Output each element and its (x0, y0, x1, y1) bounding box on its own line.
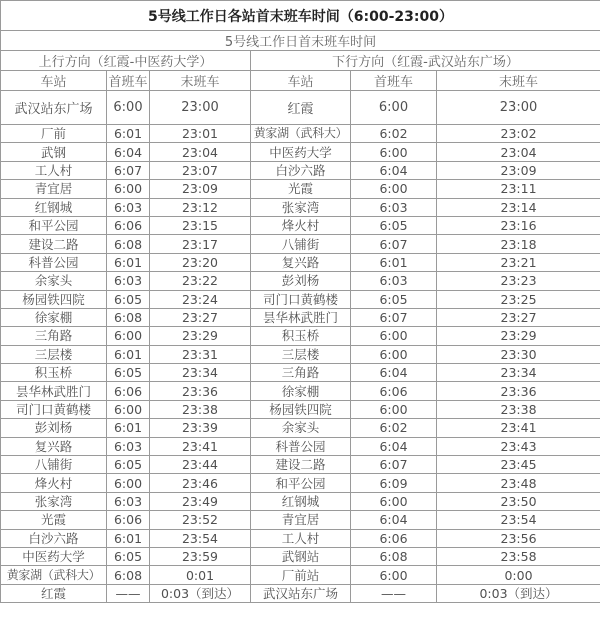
down-last-train-cell: 23:34 (437, 364, 600, 382)
down-station-cell: 和平公园 (251, 474, 351, 492)
down-first-train-cell: 6:07 (351, 456, 437, 474)
down-last-train-cell: 23:56 (437, 529, 600, 547)
table-row (1, 327, 600, 345)
down-station-cell: 武汉站东广场 (251, 584, 351, 602)
down-last-train-cell: 23:18 (437, 235, 600, 253)
down-last-train-cell: 23:38 (437, 400, 600, 418)
table-row (1, 529, 600, 547)
up-first-train-cell: 6:01 (107, 529, 150, 547)
up-first-train-cell: 6:00 (107, 400, 150, 418)
down-last-train-cell: 23:25 (437, 290, 600, 308)
down-station-cell: 复兴路 (251, 253, 351, 271)
up-first-train-cell: 6:08 (107, 566, 150, 584)
down-last-train-cell: 23:30 (437, 345, 600, 363)
up-last-train-cell: 23:22 (150, 272, 251, 290)
table-row (1, 253, 600, 271)
down-last-train-cell: 23:11 (437, 180, 600, 198)
table-row (1, 125, 600, 143)
down-last-train-cell: 0:00 (437, 566, 600, 584)
down-last-train-cell: 23:43 (437, 437, 600, 455)
down-first-train-cell: 6:00 (351, 91, 437, 125)
up-station-cell: 白沙六路 (1, 529, 107, 547)
up-station-cell: 红钢城 (1, 198, 107, 216)
up-first-train-cell: 6:08 (107, 235, 150, 253)
down-station-cell: 昙华林武胜门 (251, 308, 351, 326)
up-station-cell: 烽火村 (1, 474, 107, 492)
up-last-train-cell: 23:49 (150, 492, 251, 510)
down-first-train-cell: 6:07 (351, 235, 437, 253)
down-station-cell: 红霞 (251, 91, 351, 125)
down-last-train-cell: 0:03（到达） (437, 584, 600, 602)
table-row (1, 235, 600, 253)
down-direction-label: 下行方向（红霞-武汉站东广场） (251, 51, 600, 71)
down-first-train-cell: 6:05 (351, 216, 437, 234)
up-station-cell: 余家头 (1, 272, 107, 290)
table-row (1, 290, 600, 308)
up-first-train-cell: 6:05 (107, 547, 150, 565)
down-first-train-cell: 6:04 (351, 511, 437, 529)
table-row (1, 216, 600, 234)
up-first-train-cell: 6:01 (107, 125, 150, 143)
down-first-train-cell: 6:08 (351, 547, 437, 565)
down-station-cell: 武钢站 (251, 547, 351, 565)
down-header-station: 车站 (251, 71, 351, 91)
up-first-train-cell: 6:00 (107, 327, 150, 345)
up-first-train-cell: 6:06 (107, 511, 150, 529)
up-last-train-cell: 0:01 (150, 566, 251, 584)
table-row (1, 584, 600, 602)
down-first-train-cell: 6:04 (351, 364, 437, 382)
table-row (1, 364, 600, 382)
down-station-cell: 工人村 (251, 529, 351, 547)
table-row (1, 437, 600, 455)
down-header-first-train: 首班车 (351, 71, 437, 91)
up-last-train-cell: 23:07 (150, 161, 251, 179)
down-station-cell: 黄家湖（武科大） (251, 125, 351, 143)
up-first-train-cell: 6:05 (107, 290, 150, 308)
up-first-train-cell: 6:06 (107, 382, 150, 400)
up-last-train-cell: 23:00 (150, 91, 251, 125)
down-last-train-cell: 23:54 (437, 511, 600, 529)
up-station-cell: 红霞 (1, 584, 107, 602)
down-first-train-cell: 6:01 (351, 253, 437, 271)
up-station-cell: 三层楼 (1, 345, 107, 363)
up-first-train-cell: 6:05 (107, 456, 150, 474)
down-station-cell: 积玉桥 (251, 327, 351, 345)
up-station-cell: 复兴路 (1, 437, 107, 455)
down-first-train-cell: 6:09 (351, 474, 437, 492)
down-station-cell: 红钢城 (251, 492, 351, 510)
up-first-train-cell: 6:01 (107, 345, 150, 363)
down-first-train-cell: 6:02 (351, 125, 437, 143)
up-first-train-cell: 6:07 (107, 161, 150, 179)
down-last-train-cell: 23:14 (437, 198, 600, 216)
down-station-cell: 中医药大学 (251, 143, 351, 161)
up-station-cell: 司门口黄鹤楼 (1, 400, 107, 418)
down-last-train-cell: 23:41 (437, 419, 600, 437)
table-row (1, 91, 600, 125)
down-first-train-cell: 6:00 (351, 400, 437, 418)
down-last-train-cell: 23:50 (437, 492, 600, 510)
down-last-train-cell: 23:16 (437, 216, 600, 234)
up-header-station: 车站 (1, 71, 107, 91)
down-station-cell: 厂前站 (251, 566, 351, 584)
up-last-train-cell: 23:04 (150, 143, 251, 161)
up-station-cell: 中医药大学 (1, 547, 107, 565)
down-station-cell: 彭刘杨 (251, 272, 351, 290)
up-last-train-cell: 23:12 (150, 198, 251, 216)
up-station-cell: 昙华林武胜门 (1, 382, 107, 400)
down-first-train-cell: 6:06 (351, 529, 437, 547)
up-station-cell: 彭刘杨 (1, 419, 107, 437)
up-station-cell: 光霞 (1, 511, 107, 529)
table-row (1, 492, 600, 510)
table-row (1, 474, 600, 492)
up-last-train-cell: 23:01 (150, 125, 251, 143)
up-last-train-cell: 23:39 (150, 419, 251, 437)
table-row (1, 198, 600, 216)
down-first-train-cell: 6:00 (351, 566, 437, 584)
down-station-cell: 三层楼 (251, 345, 351, 363)
table-row (1, 161, 600, 179)
up-last-train-cell: 23:38 (150, 400, 251, 418)
up-first-train-cell: 6:06 (107, 216, 150, 234)
up-last-train-cell: 0:03（到达） (150, 584, 251, 602)
up-station-cell: 科普公园 (1, 253, 107, 271)
up-station-cell: 青宜居 (1, 180, 107, 198)
down-first-train-cell: 6:03 (351, 272, 437, 290)
down-last-train-cell: 23:58 (437, 547, 600, 565)
up-last-train-cell: 23:24 (150, 290, 251, 308)
down-last-train-cell: 23:48 (437, 474, 600, 492)
up-station-cell: 黄家湖（武科大） (1, 566, 107, 584)
table-row (1, 566, 600, 584)
up-station-cell: 厂前 (1, 125, 107, 143)
up-last-train-cell: 23:29 (150, 327, 251, 345)
up-first-train-cell: 6:04 (107, 143, 150, 161)
down-first-train-cell: 6:00 (351, 143, 437, 161)
up-station-cell: 徐家棚 (1, 308, 107, 326)
table-row (1, 456, 600, 474)
down-station-cell: 青宜居 (251, 511, 351, 529)
down-last-train-cell: 23:04 (437, 143, 600, 161)
down-first-train-cell: 6:07 (351, 308, 437, 326)
down-station-cell: 八铺街 (251, 235, 351, 253)
up-first-train-cell: 6:00 (107, 91, 150, 125)
down-last-train-cell: 23:27 (437, 308, 600, 326)
up-header-first-train: 首班车 (107, 71, 150, 91)
up-station-cell: 三角路 (1, 327, 107, 345)
table-row (1, 382, 600, 400)
down-station-cell: 建设二路 (251, 456, 351, 474)
up-last-train-cell: 23:41 (150, 437, 251, 455)
table-row (1, 143, 600, 161)
down-first-train-cell: 6:04 (351, 161, 437, 179)
up-station-cell: 杨园铁四院 (1, 290, 107, 308)
up-last-train-cell: 23:09 (150, 180, 251, 198)
down-first-train-cell: 6:06 (351, 382, 437, 400)
down-station-cell: 烽火村 (251, 216, 351, 234)
down-first-train-cell: 6:00 (351, 327, 437, 345)
down-last-train-cell: 23:45 (437, 456, 600, 474)
down-station-cell: 徐家棚 (251, 382, 351, 400)
down-last-train-cell: 23:02 (437, 125, 600, 143)
down-last-train-cell: 23:29 (437, 327, 600, 345)
up-first-train-cell: 6:01 (107, 419, 150, 437)
down-last-train-cell: 23:21 (437, 253, 600, 271)
up-first-train-cell: 6:03 (107, 492, 150, 510)
up-last-train-cell: 23:34 (150, 364, 251, 382)
up-first-train-cell: 6:08 (107, 308, 150, 326)
table-row (1, 272, 600, 290)
up-last-train-cell: 23:17 (150, 235, 251, 253)
down-station-cell: 光霞 (251, 180, 351, 198)
down-first-train-cell: 6:00 (351, 180, 437, 198)
up-last-train-cell: 23:59 (150, 547, 251, 565)
up-station-cell: 八铺街 (1, 456, 107, 474)
up-first-train-cell: 6:00 (107, 180, 150, 198)
up-last-train-cell: 23:52 (150, 511, 251, 529)
down-first-train-cell: 6:04 (351, 437, 437, 455)
up-last-train-cell: 23:44 (150, 456, 251, 474)
up-last-train-cell: 23:31 (150, 345, 251, 363)
up-last-train-cell: 23:36 (150, 382, 251, 400)
table-row (1, 180, 600, 198)
table-row (1, 400, 600, 418)
up-last-train-cell: 23:20 (150, 253, 251, 271)
up-first-train-cell: 6:03 (107, 272, 150, 290)
down-station-cell: 余家头 (251, 419, 351, 437)
down-first-train-cell: —— (351, 584, 437, 602)
down-last-train-cell: 23:23 (437, 272, 600, 290)
up-first-train-cell: 6:01 (107, 253, 150, 271)
down-first-train-cell: 6:00 (351, 345, 437, 363)
up-station-cell: 张家湾 (1, 492, 107, 510)
up-last-train-cell: 23:54 (150, 529, 251, 547)
up-station-cell: 武钢 (1, 143, 107, 161)
up-station-cell: 积玉桥 (1, 364, 107, 382)
up-direction-label: 上行方向（红霞-中医药大学） (1, 51, 251, 71)
down-last-train-cell: 23:36 (437, 382, 600, 400)
up-station-cell: 工人村 (1, 161, 107, 179)
up-last-train-cell: 23:46 (150, 474, 251, 492)
up-station-cell: 和平公园 (1, 216, 107, 234)
up-first-train-cell: 6:00 (107, 474, 150, 492)
down-station-cell: 白沙六路 (251, 161, 351, 179)
table-subtitle: 5号线工作日首末班车时间 (1, 31, 600, 51)
down-station-cell: 三角路 (251, 364, 351, 382)
up-last-train-cell: 23:15 (150, 216, 251, 234)
table-row (1, 511, 600, 529)
down-last-train-cell: 23:09 (437, 161, 600, 179)
table-row (1, 308, 600, 326)
down-station-cell: 杨园铁四院 (251, 400, 351, 418)
up-header-last-train: 末班车 (150, 71, 251, 91)
down-first-train-cell: 6:03 (351, 198, 437, 216)
down-last-train-cell: 23:00 (437, 91, 600, 125)
down-first-train-cell: 6:05 (351, 290, 437, 308)
table-row (1, 345, 600, 363)
up-station-cell: 建设二路 (1, 235, 107, 253)
down-station-cell: 司门口黄鹤楼 (251, 290, 351, 308)
up-first-train-cell: 6:03 (107, 198, 150, 216)
down-first-train-cell: 6:00 (351, 492, 437, 510)
table-row (1, 547, 600, 565)
up-first-train-cell: 6:03 (107, 437, 150, 455)
down-station-cell: 张家湾 (251, 198, 351, 216)
down-header-last-train: 末班车 (437, 71, 600, 91)
down-first-train-cell: 6:02 (351, 419, 437, 437)
up-last-train-cell: 23:27 (150, 308, 251, 326)
up-first-train-cell: 6:05 (107, 364, 150, 382)
table-title: 5号线工作日各站首末班车时间（6:00-23:00） (1, 1, 600, 31)
up-first-train-cell: —— (107, 584, 150, 602)
down-station-cell: 科普公园 (251, 437, 351, 455)
up-station-cell: 武汉站东广场 (1, 91, 107, 125)
table-row (1, 419, 600, 437)
